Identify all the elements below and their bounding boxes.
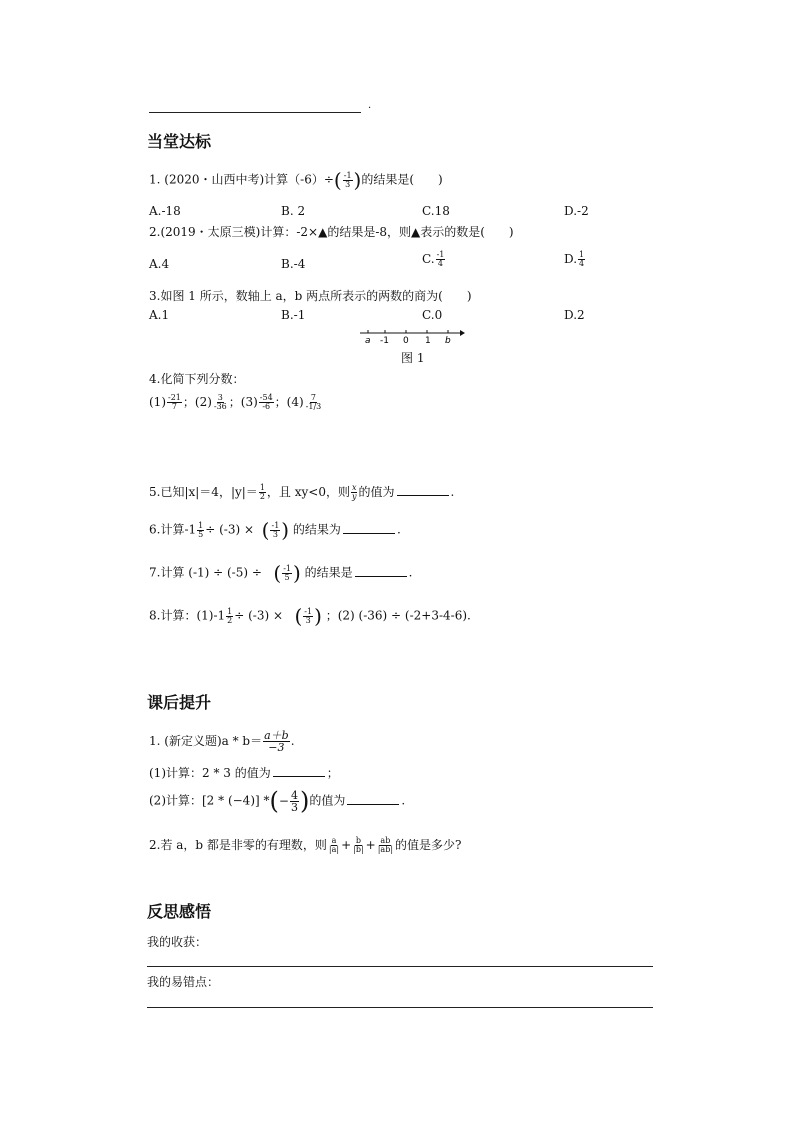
- q2-option-a: A.4: [149, 257, 170, 271]
- question-8: 8.计算：(1)-1 $\frac{1}{2}$ ÷ (-3) × ( $\frac{-1}{3}$ ) ；(2) (-36) ÷ (-2+3-4-6).: [149, 604, 471, 628]
- fraction: $\frac{-21}{7}$: [168, 393, 181, 411]
- answer-blank[interactable]: [347, 794, 399, 805]
- homework-1-sub1: (1)计算：2 * 3 的值为 ；: [149, 766, 339, 780]
- q3-option-c: C.0: [422, 308, 443, 322]
- answer-blank[interactable]: [355, 566, 407, 577]
- fraction: $\frac{b}{|b|}$: [353, 836, 364, 854]
- paren-fraction: ( $\frac{-1}{3}$ ): [261, 518, 290, 542]
- homework-1: 1. (新定义题)a * b＝ $\frac{a+b}{-3}$ .: [149, 729, 295, 754]
- figure-caption: 图 1: [401, 351, 425, 365]
- section-title-current: 当堂达标: [147, 132, 212, 151]
- number-line-label-b: b: [445, 336, 451, 346]
- section-title-reflection: 反思感悟: [147, 902, 212, 921]
- fraction: $\frac{a+b}{-3}$: [264, 729, 289, 754]
- answer-blank[interactable]: [343, 523, 395, 534]
- homework-1-sub2: (2)计算：[2 * (−4)] * ( − $\frac{4}{3}$ ) 的值为 .: [149, 787, 406, 815]
- question-7: 7.计算 (-1) ÷ (-5) ÷ ( $\frac{-1}{5}$ ) 的结果是 .: [149, 561, 413, 585]
- fraction: $\frac{x}{y}$: [351, 483, 357, 501]
- question-6: 6.计算-1 $\frac{1}{5}$ ÷ (-3) × ( $\frac{-1}{3}$ ) 的结果为 .: [149, 518, 401, 542]
- number-line-label-1: 1: [425, 336, 431, 346]
- q2-option-d: D. $\frac{1}{4}$: [564, 250, 585, 268]
- fraction: $\frac{-1}{3}$: [271, 520, 280, 539]
- homework-2: 2.若 a，b 都是非零的有理数，则 $\frac{a}{|a|}$ + $\frac{b}{|b|}$ + $\frac{ab}{|ab|}$ 的值是多少?: [149, 836, 462, 854]
- q1-option-c: C.18: [422, 204, 450, 218]
- fraction: $\frac{-1}{4}$: [436, 250, 445, 268]
- q3-option-a: A.1: [149, 308, 170, 322]
- fraction: $\frac{1}{4}$: [579, 250, 585, 268]
- paren-fraction: ( $\frac{-1}{5}$ ): [273, 561, 301, 585]
- q1-option-a: A.-18: [149, 204, 181, 218]
- fraction: $\frac{a}{|a|}$: [328, 836, 340, 854]
- reflection-mistake-label: 我的易错点：: [147, 975, 220, 989]
- answer-blank[interactable]: [397, 485, 449, 496]
- fraction: $\frac{1}{2}$: [227, 606, 233, 625]
- top-rule: [149, 112, 361, 113]
- q1-option-b: B. 2: [281, 204, 306, 218]
- fraction: $\frac{1}{2}$: [259, 483, 265, 501]
- top-dot: ·: [368, 103, 372, 114]
- reflection-gain-line[interactable]: [147, 966, 653, 967]
- fraction: $\frac{4}{3}$: [290, 788, 298, 814]
- fraction: $\frac{7}{-1/3}$: [305, 393, 322, 411]
- q3-option-d: D.2: [564, 308, 585, 322]
- question-3: 3.如图 1 所示，数轴上 a，b 两点所表示的两数的商为( ): [149, 289, 472, 303]
- number-line-label-0: 0: [403, 336, 409, 346]
- q1-option-d: D.-2: [564, 204, 589, 218]
- fraction: $\frac{3}{-36}$: [213, 393, 227, 411]
- question-2: 2.(2019・太原三模)计算：-2×▲的结果是-8，则▲表示的数是( ): [149, 225, 514, 239]
- fraction: $\frac{1}{5}$: [198, 520, 204, 539]
- question-5: 5.已知|x|＝4，|y|＝ $\frac{1}{2}$ ，且 xy<0，则 $\frac{x}{y}$ 的值为 .: [149, 483, 455, 501]
- question-4: 4.化简下列分数：: [149, 372, 245, 386]
- fraction: $\frac{-1}{3}$: [304, 606, 313, 625]
- q3-option-b: B.-1: [281, 308, 306, 322]
- question-4-fractions: (1) $\frac{-21}{7}$ ；(2) $\frac{3}{-36}$ ；(3) $\frac{-54}{-6}$ ；(4) $\frac{7}{-1/3}$: [149, 393, 322, 411]
- fraction: $\frac{-54}{-6}$: [259, 393, 273, 411]
- q2-option-b: B.-4: [281, 257, 306, 271]
- reflection-gain-label: 我的收获：: [147, 935, 208, 949]
- fraction: $\frac{-1}{3}$: [343, 170, 352, 189]
- q2-option-c: C. $\frac{-1}{4}$: [422, 250, 445, 268]
- question-1: 1. (2020・山西中考)计算（-6）÷ ( $\frac{-1}{3}$ ) 的结果是( ): [149, 168, 443, 192]
- section-title-after: 课后提升: [147, 693, 212, 712]
- number-line-label-a: a: [365, 336, 371, 346]
- number-line-figure: [358, 328, 466, 346]
- fraction: $\frac{-1}{5}$: [283, 563, 291, 582]
- answer-blank[interactable]: [273, 766, 325, 777]
- paren-fraction: ( − $\frac{4}{3}$ ): [269, 787, 310, 815]
- paren-fraction: ( $\frac{-1}{3}$ ): [294, 604, 322, 628]
- fraction: $\frac{ab}{|ab|}$: [377, 836, 394, 854]
- reflection-mistake-line[interactable]: [147, 1007, 653, 1008]
- paren-fraction: ( $\frac{-1}{3}$ ): [333, 168, 362, 192]
- number-line-label-neg1: -1: [380, 336, 389, 346]
